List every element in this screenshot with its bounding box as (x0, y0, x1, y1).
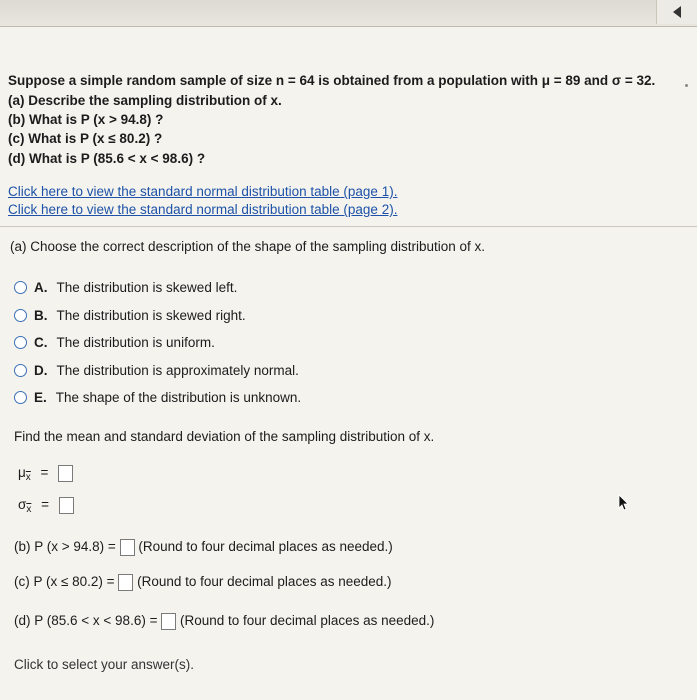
answer-label: (b) P (x > 94.8) = (14, 539, 116, 554)
option-letter: B. (34, 307, 48, 323)
previous-button[interactable] (656, 0, 697, 24)
option-text: The distribution is uniform. (56, 334, 215, 350)
radio-button[interactable] (14, 336, 27, 349)
equals-sign: = (41, 497, 49, 512)
mouse-pointer-icon (618, 494, 630, 512)
problem-part-c: (c) What is P (x ≤ 80.2) ? (8, 131, 163, 146)
mu-subscript: x (25, 472, 31, 483)
option-e[interactable] (14, 387, 301, 407)
radio-button[interactable] (14, 281, 27, 294)
problem-part-d: (d) What is P (85.6 < x < 98.6) ? (8, 151, 206, 166)
option-letter: D. (34, 362, 48, 378)
problem-part-a: (a) Describe the sampling distribution of x. (8, 93, 282, 108)
answer-box-d[interactable] (161, 613, 176, 630)
equals-sign: = (40, 465, 49, 480)
sigma-symbol: σ (18, 497, 27, 512)
question-panel (0, 26, 697, 700)
normal-table-link-page2[interactable]: Click here to view the standard normal distribution table (page 2). (8, 202, 398, 217)
option-letter: E. (34, 389, 47, 405)
option-letter: C. (34, 334, 48, 350)
option-text: The distribution is skewed right. (56, 307, 246, 323)
footer-hint: Click to select your answer(s). (14, 657, 195, 672)
normal-table-link-page1[interactable]: Click here to view the standard normal distribution table (page 1). (8, 184, 398, 199)
option-a[interactable] (14, 277, 237, 297)
option-letter: A. (34, 279, 48, 295)
sd-row (18, 496, 74, 519)
left-arrow-icon (671, 5, 683, 19)
radio-button[interactable] (14, 391, 27, 404)
answer-row-b (14, 538, 393, 556)
mu-symbol: μ (18, 465, 26, 480)
answer-row-d (14, 612, 434, 630)
round-note: (Round to four decimal places as needed.) (137, 574, 392, 589)
top-toolbar (0, 0, 697, 27)
answer-label: (d) P (85.6 < x < 98.6) = (14, 613, 158, 628)
round-note: (Round to four decimal places as needed.) (138, 539, 393, 554)
option-text: The distribution is skewed left. (56, 279, 238, 295)
question-a-prompt: (a) Choose the correct description of the shape of the sampling distribution of x. (10, 239, 486, 254)
mean-answer-box[interactable] (58, 465, 73, 482)
radio-button[interactable] (14, 364, 27, 377)
problem-part-b: (b) What is P (x > 94.8) ? (8, 112, 164, 127)
mean-sd-prompt: Find the mean and standard deviation of the sampling distribution of x. (14, 429, 435, 444)
mean-row (18, 464, 73, 487)
answer-row-c (14, 573, 392, 591)
answer-box-c[interactable] (118, 574, 133, 591)
option-d[interactable] (14, 360, 299, 380)
decorative-dot (685, 84, 688, 87)
option-c[interactable] (14, 332, 215, 352)
answer-label: (c) P (x ≤ 80.2) = (14, 574, 115, 589)
option-text: The distribution is approximately normal. (56, 362, 299, 378)
answer-box-b[interactable] (120, 539, 135, 556)
sd-answer-box[interactable] (59, 497, 74, 514)
problem-intro: Suppose a simple random sample of size n = 64 is obtained from a population with μ = 89 and σ = 32. (8, 73, 656, 88)
option-b[interactable] (14, 305, 246, 325)
round-note: (Round to four decimal places as needed.) (180, 613, 435, 628)
radio-button[interactable] (14, 309, 27, 322)
option-text: The shape of the distribution is unknown. (55, 389, 302, 405)
divider (0, 226, 697, 227)
sigma-subscript: x (26, 504, 32, 515)
